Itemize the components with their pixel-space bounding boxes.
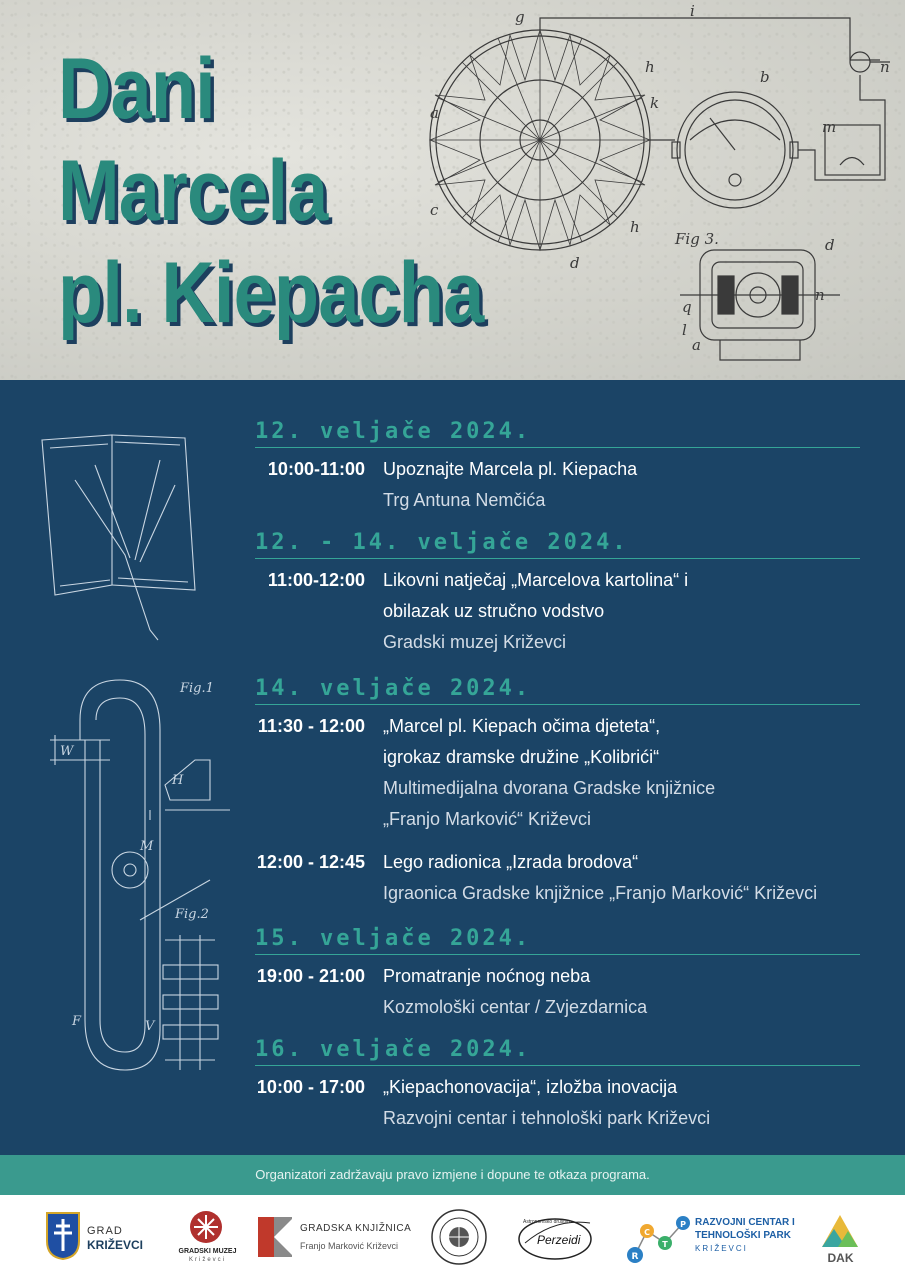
patent-drawing-icon [420, 0, 905, 380]
event-location: Kozmološki centar / Zvjezdarnica [383, 997, 648, 1017]
event-time: 12:00 - 12:45 [256, 852, 365, 872]
program-day-2 [255, 529, 860, 658]
title-line-3: pl. Kiepacha [58, 245, 484, 341]
svg-text:V: V [145, 1019, 155, 1034]
logo-text: GRADSKA KNJIŽNICA [300, 1223, 412, 1234]
svg-text:h: h [645, 58, 655, 76]
program-day-5 [255, 1036, 860, 1134]
svg-text:a: a [692, 336, 701, 354]
event-time: 11:30 - 12:00 [257, 716, 365, 736]
logo-letter: T [662, 1240, 668, 1249]
logo-text: KRIŽEVCI [87, 1238, 144, 1252]
event-title: Likovni natječaj „Marcelova kartolina“ i [383, 570, 689, 590]
logo-text: Astronomsko društvo [523, 1219, 570, 1225]
logo-text: KRIŽEVCI [695, 1244, 748, 1253]
sponsor-logos [0, 1195, 905, 1280]
logo-gradski-muzej [170, 1205, 245, 1269]
event-title: „Kiepachonovacija“, izložba inovacija [383, 1077, 678, 1097]
header [0, 0, 905, 380]
notice-bar: Organizatori zadržavaju pravo izmjene i dopune te otkaza programa. [0, 1155, 905, 1195]
program-day-1 [255, 418, 860, 516]
event-item [255, 961, 860, 1023]
event-time: 19:00 - 21:00 [256, 966, 365, 986]
svg-text:b: b [760, 68, 770, 86]
event-item [255, 565, 860, 658]
svg-text:W: W [60, 744, 74, 759]
program-day-3 [255, 675, 860, 909]
svg-text:n: n [815, 286, 825, 304]
logo-text: RAZVOJNI CENTAR I [695, 1217, 795, 1228]
event-item [255, 711, 860, 835]
logo-letter: R [631, 1252, 639, 1262]
event-title: Upoznajte Marcela pl. Kiepacha [383, 459, 638, 479]
event-title: obilazak uz stručno vodstvo [383, 601, 605, 621]
logo-text: DAK [827, 1251, 854, 1265]
event-location: Razvojni centar i tehnološki park Križevci [383, 1108, 711, 1128]
svg-text:k: k [650, 94, 660, 112]
svg-text:H: H [172, 773, 184, 788]
logo-grad-krizevci [45, 1205, 155, 1269]
event-title: Lego radionica „Izrada brodova“ [383, 852, 639, 872]
logo-text: Perzeidi [537, 1233, 581, 1247]
date-heading: 15. veljače 2024. [255, 925, 860, 955]
logo-text: Križevci [188, 1257, 226, 1263]
date-heading: 12. veljače 2024. [255, 418, 860, 448]
logo-institut [430, 1205, 490, 1269]
logo-gradska-knjiznica [258, 1205, 412, 1269]
svg-text:l: l [682, 321, 687, 339]
logo-text: Franjo Marković Križevci [300, 1241, 399, 1251]
logo-text: TEHNOLOŠKI PARK [695, 1230, 791, 1241]
event-title: Promatranje noćnog neba [383, 966, 591, 986]
svg-text:M: M [140, 839, 154, 854]
event-location: Gradski muzej Križevci [383, 632, 567, 652]
svg-text:m: m [822, 118, 837, 136]
molecule-icon [625, 1213, 695, 1263]
svg-text:n: n [880, 58, 890, 76]
event-location: „Franjo Marković“ Križevci [383, 809, 592, 829]
svg-text:F: F [72, 1014, 82, 1029]
event-time: 10:00-11:00 [267, 459, 365, 479]
svg-text:Fig 3.: Fig 3. [675, 230, 719, 248]
program-panel [0, 380, 905, 1155]
patent-sketches-icon [0, 380, 250, 1155]
event-location: Trg Antuna Nemčića [383, 490, 546, 510]
logo-text: GRADSKI MUZEJ [178, 1248, 237, 1255]
svg-text:i: i [690, 2, 695, 20]
logo-dak [818, 1205, 863, 1269]
svg-text:Fig.2: Fig.2 [175, 907, 209, 922]
event-item [255, 1072, 860, 1134]
institute-seal-icon [430, 1208, 488, 1266]
svg-text:h: h [630, 218, 640, 236]
event-time: 10:00 - 17:00 [256, 1077, 365, 1097]
date-heading: 14. veljače 2024. [255, 675, 860, 705]
logo-text: GRAD [87, 1225, 123, 1237]
logo-perzeidi [515, 1205, 600, 1269]
coat-of-arms-icon [45, 1211, 81, 1261]
svg-text:Fig.1: Fig.1 [180, 681, 214, 696]
title-line-2: Marcela [58, 143, 328, 239]
svg-text:d: d [570, 254, 580, 272]
event-title: „Marcel pl. Kiepach očima djeteta“, [383, 716, 661, 736]
svg-text:a: a [430, 104, 439, 122]
event-location: Multimedijalna dvorana Gradske knjižnice [383, 778, 716, 798]
svg-text:c: c [430, 201, 439, 219]
event-title: igrokaz dramske družine „Kolibrići“ [383, 747, 660, 767]
library-k-icon [258, 1217, 292, 1257]
date-heading: 12. - 14. veljače 2024. [255, 529, 860, 559]
date-heading: 16. veljače 2024. [255, 1036, 860, 1066]
event-item [255, 847, 860, 909]
svg-text:q: q [682, 298, 692, 316]
logo-letter: P [680, 1220, 686, 1229]
event-item [255, 454, 860, 516]
logo-letter: C [644, 1228, 650, 1237]
title-line-1: Dani [58, 41, 215, 137]
event-time: 11:00-12:00 [267, 570, 365, 590]
event-location: Igraonica Gradske knjižnice „Franjo Marković“ Križevci [383, 883, 818, 903]
mountain-icon [820, 1211, 860, 1251]
logo-razvojni-centar [625, 1205, 800, 1269]
program-day-4 [255, 925, 860, 1023]
svg-text:d: d [825, 236, 835, 254]
svg-text:g: g [515, 8, 525, 26]
museum-emblem-icon [186, 1209, 226, 1245]
